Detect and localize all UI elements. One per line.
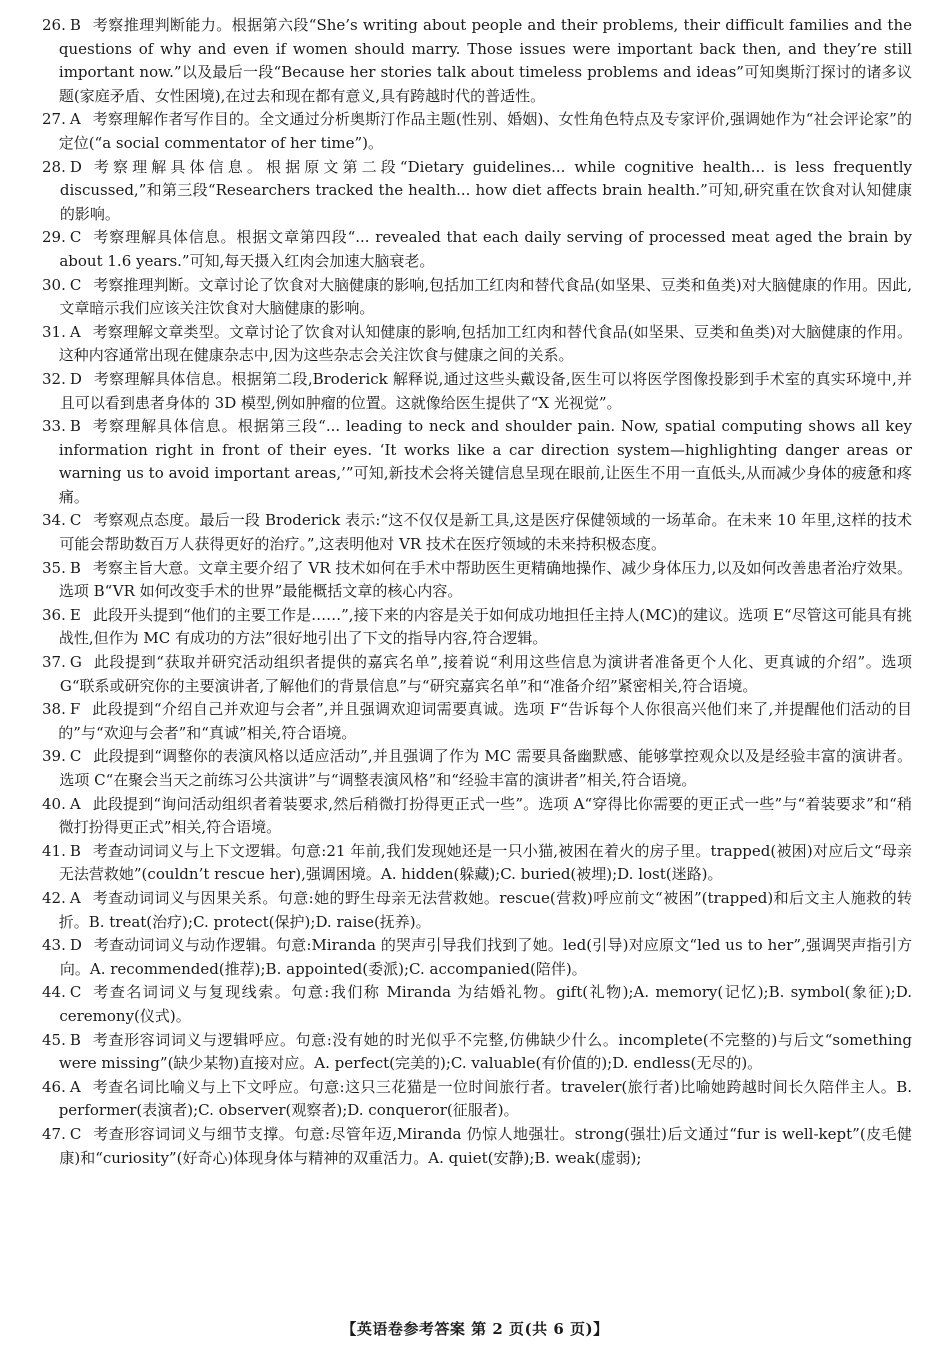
answer-item <box>42 108 912 155</box>
question-number: 40. <box>42 794 66 813</box>
answer-explanation: 考察理解具体信息。根据第三段“... leading to neck and shoulder pain. Now, spatial computing shows all key information right in front of their eyes. ‘It works like a car direction system—highlighting danger areas or warning us to avoid important areas,’”可知,新技术会将关键信息呈现在眼前,让医生不用一直低头,从而减少身体的疲惫和疼痛。 <box>58 417 912 506</box>
answer-explanation: 考察理解具体信息。根据原文第二段“Dietary guidelines... while cognitive health... is less frequently discussed,”和第三段“Researchers tracked the health... how diet affects brain health.”可知,研究重在饮食对认知健康的影响。 <box>59 157 912 223</box>
answer-letter: D <box>69 369 82 388</box>
question-number: 39. <box>42 747 66 766</box>
answer-item <box>42 651 912 698</box>
answer-letter: B <box>69 417 81 436</box>
answer-explanation: 考察理解文章类型。文章讨论了饮食对认知健康的影响,包括加工红肉和替代食品(如坚果、豆类和鱼类)对大脑健康的作用。这种内容通常出现在健康杂志中,因为这些杂志会关注饮食与健康之间的关系。 <box>58 322 912 365</box>
question-number: 35. <box>42 558 66 577</box>
answer-letter: B <box>69 16 81 34</box>
answer-letter: C <box>69 983 82 1002</box>
answer-explanation: 考察理解具体信息。根据第二段,Broderick 解释说,通过这些头戴设备,医生可以将医学图像投影到手术室的真实环境中,并且可以看到患者身体的 3D 模型,例如肿瘤的位置。这就像给医生提供了“X 光视觉”。 <box>59 369 912 412</box>
answer-item <box>42 934 912 981</box>
answer-item <box>42 156 912 227</box>
question-number: 31. <box>42 322 66 341</box>
question-number: 45. <box>42 1030 66 1049</box>
answer-explanation: 考查名词比喻义与上下文呼应。句意:这只三花猫是一位时间旅行者。traveler(旅行者)比喻她跨越时间长久陪伴主人。B. performer(表演者);C. observer(观察者);D. conqueror(征服者)。 <box>58 1077 912 1120</box>
question-number: 34. <box>42 511 66 530</box>
answer-letter: C <box>69 511 82 530</box>
answer-explanation: 考察主旨大意。文章主要介绍了 VR 技术如何在手术中帮助医生更精确地操作、减少身体压力,以及如何改善患者治疗效果。选项 B“VR 如何改变手术的世界”最能概括文章的核心内容。 <box>58 558 912 601</box>
answer-explanation: 考察推理判断。文章讨论了饮食对大脑健康的影响,包括加工红肉和替代食品(如坚果、豆类和鱼类)对大脑健康的作用。因此,文章暗示我们应该关注饮食对大脑健康的影响。 <box>59 275 912 318</box>
answer-item <box>42 981 912 1028</box>
answer-explanation: 此段提到“询问活动组织者着装要求,然后稍微打扮得更正式一些”。选项 A“穿得比你需要的更正式一些”与“着装要求”和“稍微打扮得更正式”相关,符合语境。 <box>58 794 912 837</box>
question-number: 36. <box>42 605 66 624</box>
answer-letter: D <box>69 936 82 955</box>
answer-item <box>42 509 912 556</box>
answer-explanation: 考察推理判断能力。根据第六段“She’s writing about people and their problems, their difficult families and the questions of why and even if women should marry. Those issues were important back then, and they’re still important now.”以及最后一段“Because her stories talk about timeless problems and ideas”可知奥斯汀探讨的诸多议题(家庭矛盾、女性困境),在过去和现在都有意义,具有跨越时代的普适性。 <box>58 16 912 105</box>
answer-explanation: 此段开头提到“他们的主要工作是……”,接下来的内容是关于如何成功地担任主持人(MC)的建议。选项 E“尽管这可能具有挑战性,但作为 MC 有成功的方法”很好地引出了下文的指导内容,符合逻辑。 <box>58 605 912 648</box>
answer-item <box>42 698 912 745</box>
answer-explanation: 考察观点态度。最后一段 Broderick 表示:“这不仅仅是新工具,这是医疗保健领域的一场革命。在未来 10 年里,这样的技术可能会帮助数百万人获得更好的治疗。”,这表明他对 VR 技术在医疗领域的未来持积极态度。 <box>59 511 912 554</box>
answer-explanation: 考查动词词义与上下文逻辑。句意:21 年前,我们发现她还是一只小猫,被困在着火的房子里。trapped(被困)对应后文“母亲无法营救她”(couldn’t rescue her),强调困境。A. hidden(躲藏);C. buried(被埋);D. lost(迷路)。 <box>58 841 912 884</box>
answer-explanation: 考查动词词义与因果关系。句意:她的野生母亲无法营救她。rescue(营救)呼应前文“被困”(trapped)和后文主人施救的转折。B. treat(治疗);C. protect(保护);D. raise(抚养)。 <box>58 888 912 931</box>
question-number: 38. <box>42 700 66 719</box>
page-footer: 【英语卷参考答案 第 2 页(共 6 页)】 <box>341 1320 609 1338</box>
answer-letter: G <box>69 653 82 672</box>
answer-letter: B <box>69 558 81 577</box>
question-number: 33. <box>42 417 66 436</box>
question-number: 44. <box>42 983 66 1002</box>
answer-item <box>42 887 912 934</box>
question-number: 41. <box>42 841 66 860</box>
answer-item <box>42 274 912 321</box>
answer-item <box>42 745 912 792</box>
question-number: 47. <box>42 1124 66 1143</box>
answer-item <box>42 1076 912 1123</box>
answer-item <box>42 557 912 604</box>
answer-item <box>42 415 912 509</box>
question-number: 30. <box>42 275 66 294</box>
answer-explanation: 此段提到“介绍自己并欢迎与会者”,并且强调欢迎词需要真诚。选项 F“告诉每个人你很高兴他们来了,并提醒他们活动的目的”与“欢迎与会者”和“真诚”相关,符合语境。 <box>58 700 912 742</box>
answer-item <box>42 604 912 651</box>
answer-item <box>42 840 912 887</box>
question-number: 29. <box>42 228 66 247</box>
answer-letter: C <box>69 228 82 247</box>
answer-letter: A <box>69 888 81 907</box>
answer-explanation: 此段提到“调整你的表演风格以适应活动”,并且强调了作为 MC 需要具备幽默感、能够掌控观众以及是经验丰富的演讲者。选项 C“在聚会当天之前练习公共演讲”与“调整表演风格”和“经验丰富的演讲者”相关,符合语境。 <box>59 747 912 789</box>
answer-explanation: 考查形容词词义与逻辑呼应。句意:没有她的时光似乎不完整,仿佛缺少什么。incomplete(不完整的)与后文“something were missing”(缺少某物)直接对应。A. perfect(完美的);C. valuable(有价值的);D. endless(无尽的)。 <box>58 1030 912 1073</box>
answer-explanation: 考察理解具体信息。根据文章第四段“... revealed that each daily serving of processed meat aged the brain by about 1.6 years.”可知,每天摄入红肉会加速大脑衰老。 <box>59 228 912 270</box>
answer-letter: C <box>69 1124 82 1143</box>
answer-letter: E <box>69 605 81 624</box>
answer-item <box>42 368 912 415</box>
answer-explanation: 考察理解作者写作目的。全文通过分析奥斯汀作品主题(性别、婚姻)、女性角色特点及专家评价,强调她作为“社会评论家”的定位(“a social commentator of her time”)。 <box>58 110 912 152</box>
answer-item <box>42 14 912 108</box>
answer-item <box>42 1123 912 1170</box>
answer-letter: A <box>69 110 81 129</box>
answer-item <box>42 1029 912 1076</box>
answer-explanation: 此段提到“获取并研究活动组织者提供的嘉宾名单”,接着说“利用这些信息为演讲者准备更个人化、更真诚的介绍”。选项 G“联系或研究你的主要演讲者,了解他们的背景信息”与“研究嘉宾名单”和“准备介绍”紧密相关,符合语境。 <box>59 653 912 695</box>
question-number: 43. <box>42 936 66 955</box>
answer-letter: C <box>69 275 82 294</box>
question-number: 42. <box>42 888 66 907</box>
answer-explanation: 考查形容词词义与细节支撑。句意:尽管年迈,Miranda 仍惊人地强壮。strong(强壮)后文通过“fur is well-kept”(皮毛健康)和“curiosity”(好奇心)体现身体与精神的双重活力。A. quiet(安静);B. weak(虚弱); <box>59 1124 912 1167</box>
question-number: 46. <box>42 1077 66 1096</box>
answer-letter: B <box>69 841 81 860</box>
answer-letter: B <box>69 1030 81 1049</box>
answer-letter: A <box>69 794 81 813</box>
answer-list <box>42 14 912 1170</box>
answer-letter: A <box>69 1077 81 1096</box>
answer-explanation: 考查名词词义与复现线索。句意:我们称 Miranda 为结婚礼物。gift(礼物);A. memory(记忆);B. symbol(象征);D. ceremony(仪式)。 <box>59 983 912 1025</box>
question-number: 37. <box>42 653 66 672</box>
answer-letter: A <box>69 322 81 341</box>
answer-letter: D <box>69 157 82 176</box>
question-number: 32. <box>42 369 66 388</box>
answer-letter: F <box>69 700 81 719</box>
answer-item <box>42 226 912 273</box>
answer-item <box>42 321 912 368</box>
answer-letter: C <box>69 747 82 766</box>
question-number: 26. <box>42 16 66 34</box>
answer-item <box>42 793 912 840</box>
question-number: 28. <box>42 157 66 176</box>
answer-explanation: 考查动词词义与动作逻辑。句意:Miranda 的哭声引导我们找到了她。led(引导)对应原文“led us to her”,强调哭声指引方向。A. recommended(推荐);B. appointed(委派);C. accompanied(陪伴)。 <box>59 936 912 978</box>
question-number: 27. <box>42 110 66 129</box>
